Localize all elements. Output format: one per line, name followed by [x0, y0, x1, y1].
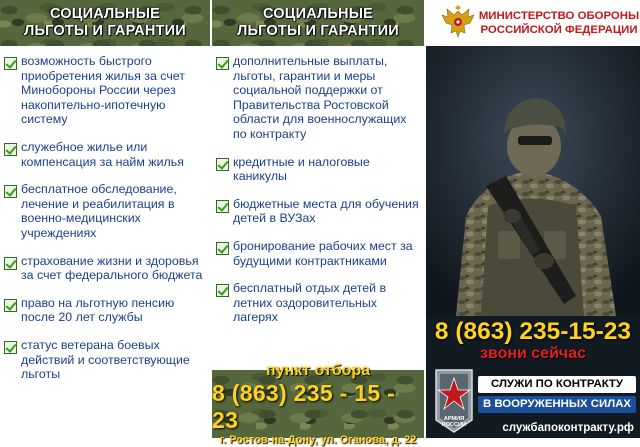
panel-header [0, 0, 210, 46]
checkmark-icon [216, 200, 229, 213]
panel-header [212, 0, 424, 46]
header-line-2: ЛЬГОТЫ И ГАРАНТИИ [24, 23, 186, 39]
list-item [4, 296, 206, 325]
call-now-text: звони сейчас [479, 345, 586, 362]
website-link[interactable]: службапоконтракту.рф [502, 422, 634, 434]
list-item-text: возможность быстрого приобретения жилья за счет Минобороны России через накопительно-ипотечную систему [21, 54, 185, 127]
checkmark-icon [4, 143, 17, 156]
list-item [4, 182, 206, 240]
promo-panel [426, 0, 640, 438]
contract-slogan [478, 376, 636, 413]
list-item [216, 155, 420, 184]
army-badge [432, 368, 476, 434]
list-item [4, 338, 206, 382]
checkmark-icon [4, 341, 17, 354]
list-item-text: право на льготную пенсию после 20 лет службы [21, 295, 175, 325]
recruitment-address: г. Ростов-на-Дону, ул. Оганова, д. 22 [219, 433, 417, 446]
benefits-panel-middle [212, 0, 424, 446]
benefits-list [216, 54, 420, 338]
list-item-text: дополнительные выплаты, льготы, гарантии и меры социальной поддержки от Правительства Ростовской области для военнослужащих по контракту [233, 54, 407, 141]
soldier-photo [426, 46, 640, 316]
list-item [216, 197, 420, 226]
ministry-title [478, 9, 640, 37]
header-line-1: СОЦИАЛЬНЫЕ [263, 6, 373, 22]
list-item [4, 254, 206, 283]
recruitment-phone[interactable]: 8 (863) 235 - 15 - 23 [212, 379, 396, 433]
hotline-phone[interactable]: 8 (863) 235-15-23 [434, 318, 632, 345]
header-line-1: СОЦИАЛЬНЫЕ [50, 6, 160, 22]
list-item-text: кредитные и налоговые каникулы [233, 154, 370, 184]
checkmark-icon [4, 185, 17, 198]
header-line-2: ЛЬГОТЫ И ГАРАНТИИ [237, 23, 399, 39]
checkmark-icon [216, 284, 229, 297]
badge-line-2: РОССИИ [441, 422, 467, 428]
list-item-text: страхование жизни и здоровья за счет федерального бюджета [21, 253, 203, 283]
list-item-text: бюджетные места для обучения детей в ВУЗах [233, 196, 419, 226]
checkmark-icon [216, 57, 229, 70]
list-item-text: бесплатный отдых детей в летних оздоровительных лагерях [233, 281, 387, 325]
checkmark-icon [4, 299, 17, 312]
list-item-text: бесплатное обследование, лечение и реабилитация в военно-медицинских учреждениях [21, 182, 177, 240]
list-item-text: служебное жилье или компенсация за найм жилья [21, 139, 184, 169]
checkmark-icon [4, 57, 17, 70]
list-item-text: статус ветерана боевых действий и соответствующие льготы [21, 337, 190, 382]
list-item [4, 140, 206, 169]
benefits-panel-left [0, 0, 210, 438]
list-item [216, 54, 420, 142]
recruitment-title: пункт отбора [265, 361, 371, 379]
checkmark-icon [216, 158, 229, 171]
list-item [216, 239, 420, 268]
badge-text [432, 416, 476, 428]
ministry-title-line-2: РОССИЙСКОЙ ФЕДЕРАЦИИ [480, 24, 638, 36]
badge-line-1: АРМИЯ [443, 416, 465, 422]
ministry-header [426, 0, 640, 46]
recruitment-point-box [212, 361, 424, 446]
contract-line-1: СЛУЖИ ПО КОНТРАКТУ [478, 376, 636, 393]
contract-line-2: В ВООРУЖЕННЫХ СИЛАХ [478, 396, 636, 413]
ministry-title-line-1: МИНИСТЕРСТВО ОБОРОНЫ [478, 10, 640, 22]
double-headed-eagle-emblem [438, 3, 478, 43]
checkmark-icon [216, 242, 229, 255]
list-item-text: бронирование рабочих мест за будущими контрактниками [233, 238, 413, 268]
list-item [216, 281, 420, 325]
benefits-list [4, 54, 206, 395]
list-item [4, 54, 206, 127]
checkmark-icon [4, 257, 17, 270]
